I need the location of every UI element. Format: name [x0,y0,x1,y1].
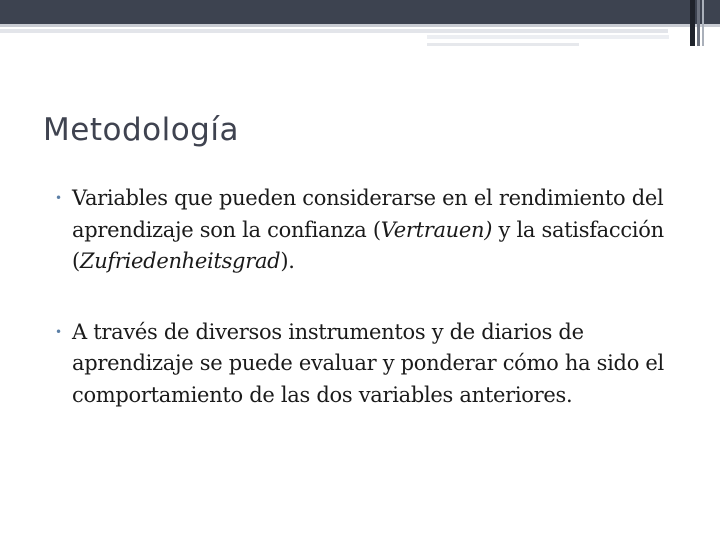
bullet-text-italic: Vertrauen) [380,217,493,242]
header-band [0,0,720,24]
bullet-icon: • [55,191,62,205]
header-vertical-bar [697,0,700,46]
bullet-item [55,183,695,278]
bullet-text: Variables que pueden considerarse en el rendimiento del aprendizaje son la confianza ( [72,186,664,242]
bullet-text: ). [280,249,295,273]
slide-title: Metodología [43,112,239,148]
header-vertical-bar [706,0,720,24]
bullet-icon: • [55,324,62,339]
bullet-text: y la satisfacción ( [72,217,664,273]
header-vertical-bar [690,0,695,46]
header-vertical-bar [702,0,704,46]
bullet-text: A través de diversos instrumentos y de diarios de aprendizaje se puede evaluar y ponderar cómo ha sido el comportamiento de las dos variables anteriores. [72,319,664,407]
header-accent-line [0,24,720,27]
bullet-text-italic: Zufriedenheitsgrad [79,249,281,273]
header-stripe [427,35,669,39]
bullet-item [55,317,695,412]
bullet-list [55,183,695,411]
header-stripe [0,29,668,33]
header-stripe [427,43,579,46]
